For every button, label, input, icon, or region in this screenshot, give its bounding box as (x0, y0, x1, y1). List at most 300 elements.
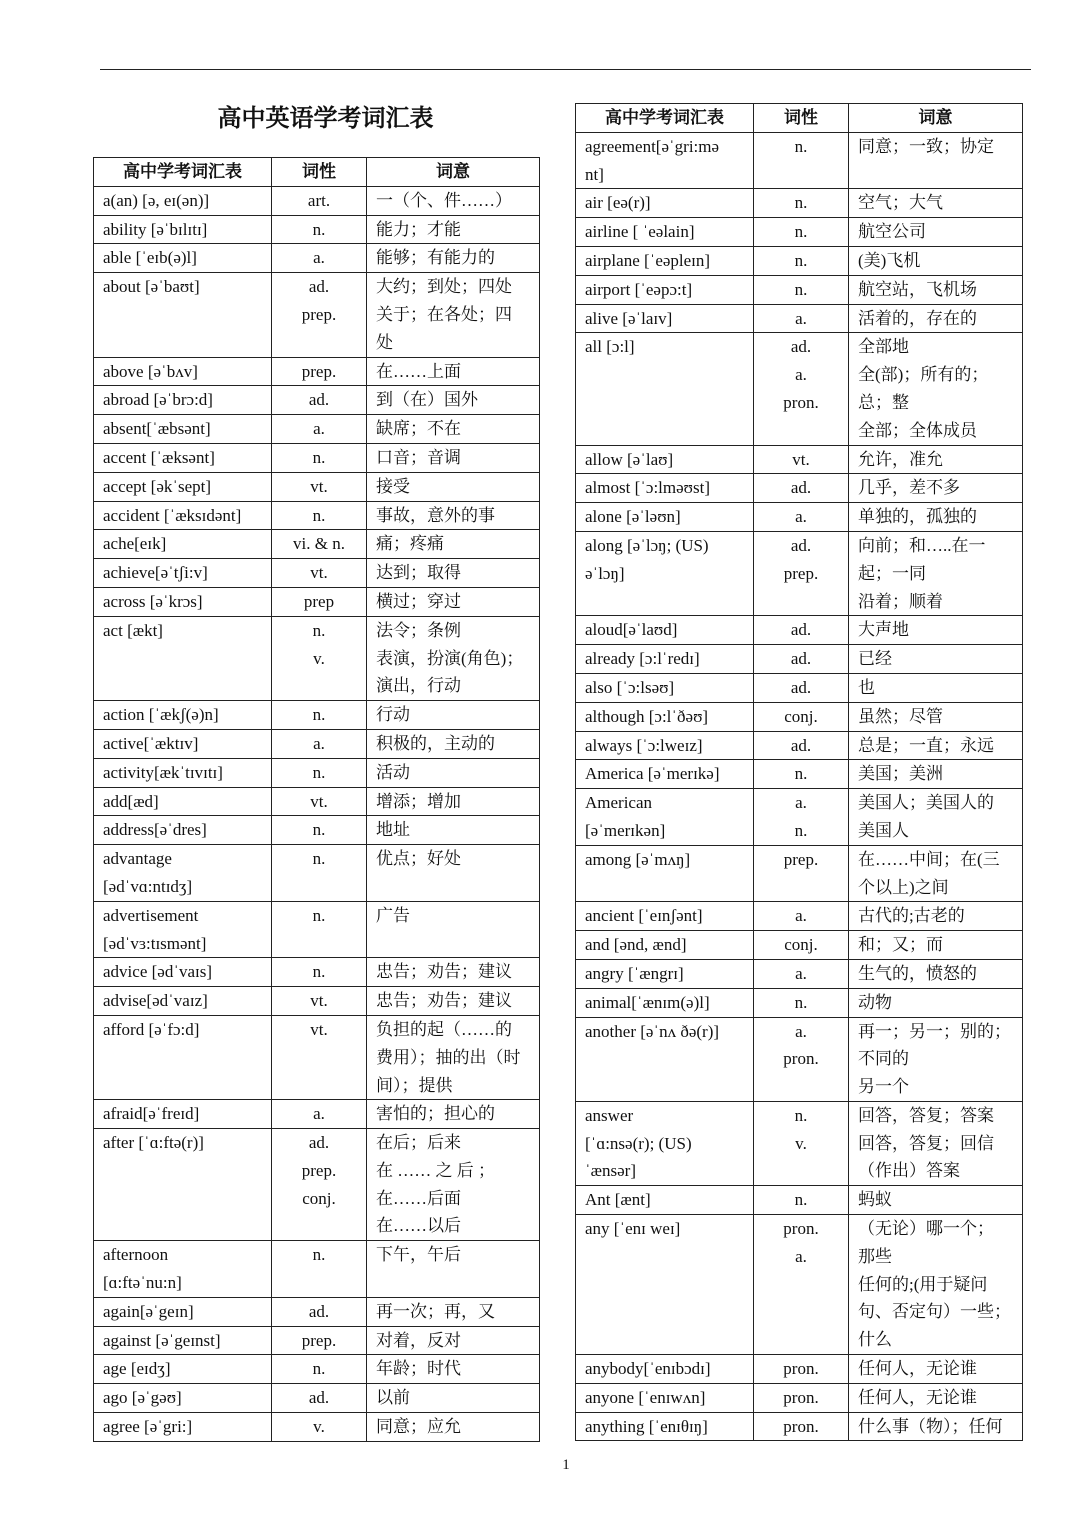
meaning-cell (367, 758, 540, 787)
table-row (576, 760, 1023, 789)
pos-line: vt. (310, 791, 328, 811)
meaning-line: 痛；疼痛 (376, 534, 444, 554)
pos-cell (272, 816, 367, 845)
pos-line: n. (312, 849, 326, 869)
pos-cell (272, 701, 367, 730)
table-row (94, 273, 540, 357)
meaning-line: 忠告；劝告；建议 (376, 962, 512, 982)
table-row (576, 189, 1023, 218)
word-cell (576, 474, 754, 503)
pos-line: vt. (310, 476, 328, 496)
pos-cell (272, 787, 367, 816)
meaning-line: 几乎，差不多 (858, 478, 960, 498)
pos-line: ad. (790, 337, 812, 357)
pos-cell (754, 1355, 849, 1384)
pos-cell (754, 789, 849, 846)
pos-line: conj. (302, 1188, 336, 1208)
meaning-line: 到（在）国外 (376, 390, 478, 410)
meaning-line: 口音；音调 (376, 447, 461, 467)
word-line: ancient [ˈeɪnʃənt] (585, 906, 703, 926)
table-row (94, 472, 540, 501)
table-row (576, 1101, 1023, 1185)
meaning-line: （作出）答案 (858, 1161, 960, 1181)
meaning-cell (849, 503, 1023, 532)
table-row (576, 845, 1023, 902)
meaning-line: 害怕的；担心的 (376, 1104, 495, 1124)
word-line: alone [əˈləʊn] (585, 507, 681, 527)
pos-cell (754, 988, 849, 1017)
pos-line: ad. (308, 390, 330, 410)
word-cell (576, 1383, 754, 1412)
word-line: all [ɔ:l] (585, 337, 635, 357)
pos-cell (754, 760, 849, 789)
pos-cell (754, 1383, 849, 1412)
pos-line: ad. (790, 735, 812, 755)
meaning-line: 虽然；尽管 (858, 706, 943, 726)
pos-line: a. (795, 963, 807, 983)
meaning-cell (367, 415, 540, 444)
meaning-cell (849, 616, 1023, 645)
meaning-line: 大声地 (858, 620, 909, 640)
pos-cell (272, 845, 367, 902)
meaning-cell (367, 1326, 540, 1355)
word-cell (94, 530, 272, 559)
pos-line: ad. (308, 1133, 330, 1153)
meaning-cell (849, 1101, 1023, 1185)
pos-cell (272, 530, 367, 559)
pos-cell (754, 1412, 849, 1441)
meaning-cell (849, 1215, 1023, 1355)
meaning-cell (849, 304, 1023, 333)
pos-line: n. (312, 219, 326, 239)
word-line: about [əˈbaʊt] (103, 277, 200, 297)
word-line: accent [ˈæksənt] (103, 447, 215, 467)
pos-cell (272, 587, 367, 616)
table-row (94, 357, 540, 386)
meaning-cell (367, 787, 540, 816)
pos-line: vt. (310, 1019, 328, 1039)
word-cell (94, 758, 272, 787)
header-word: 高中学考词汇表 (576, 104, 754, 133)
pos-line: n. (312, 620, 326, 640)
pos-line: n. (312, 1359, 326, 1379)
word-cell (94, 1129, 272, 1241)
meaning-line: 以前 (376, 1388, 410, 1408)
pos-line: n. (312, 1245, 326, 1265)
word-cell (576, 218, 754, 247)
meaning-line: 活动 (376, 762, 410, 782)
table-row (94, 530, 540, 559)
meaning-cell (367, 1241, 540, 1298)
table-row (94, 758, 540, 787)
word-cell (576, 1215, 754, 1355)
header-rule (100, 69, 1031, 70)
word-line: already [ɔ:lˈredɪ] (585, 649, 700, 669)
word-line: [ədˈvɜ:tɪsmənt] (103, 933, 207, 953)
table-row (94, 559, 540, 588)
table-row (94, 1326, 540, 1355)
meaning-line: 事故，意外的事 (376, 505, 495, 525)
table-row (576, 616, 1023, 645)
meaning-cell (367, 616, 540, 700)
pos-cell (754, 132, 849, 189)
meaning-line: 能力；才能 (376, 219, 461, 239)
meaning-cell (367, 1129, 540, 1241)
pos-cell (272, 1326, 367, 1355)
meaning-line: 个以上)之间 (858, 877, 949, 897)
pos-line: n. (312, 905, 326, 925)
pos-cell (272, 758, 367, 787)
table-row (576, 789, 1023, 846)
meaning-cell (849, 931, 1023, 960)
word-line: ago [əˈgəʊ] (103, 1388, 182, 1408)
meaning-cell (367, 816, 540, 845)
table-row (94, 729, 540, 758)
word-line: age [eɪdʒ] (103, 1359, 171, 1379)
pos-cell (754, 1215, 849, 1355)
meaning-cell (367, 845, 540, 902)
word-line: across [əˈkrɔs] (103, 591, 203, 611)
pos-cell (272, 1384, 367, 1413)
pos-line: conj. (784, 706, 818, 726)
pos-cell (272, 958, 367, 987)
table-row (576, 474, 1023, 503)
meaning-line: 全部地 (858, 337, 909, 357)
word-cell (94, 1297, 272, 1326)
word-cell (576, 789, 754, 846)
word-cell (576, 1355, 754, 1384)
meaning-line: 对着，反对 (376, 1330, 461, 1350)
pos-line: a. (313, 1104, 325, 1124)
meaning-line: 蚂蚁 (858, 1190, 892, 1210)
word-line: absent[ˈæbsənt] (103, 419, 211, 439)
pos-cell (272, 1241, 367, 1298)
word-line: active[ˈæktɪv] (103, 733, 199, 753)
meaning-cell (367, 1297, 540, 1326)
table-row (576, 902, 1023, 931)
table-row (94, 787, 540, 816)
table-row (576, 959, 1023, 988)
word-line: America [əˈmerɪkə] (585, 764, 720, 784)
meaning-cell (367, 186, 540, 215)
word-cell (94, 559, 272, 588)
pos-line: prep. (301, 361, 337, 381)
pos-line: pron. (783, 1387, 819, 1407)
word-line: agree [əˈgri:] (103, 1417, 193, 1437)
table-row (94, 701, 540, 730)
pos-line: n. (794, 820, 808, 840)
word-cell (94, 587, 272, 616)
word-cell (94, 1015, 272, 1099)
meaning-line: 间）；提供 (376, 1075, 453, 1095)
meaning-line: (美)飞机 (858, 250, 921, 270)
table-row (576, 132, 1023, 189)
word-line: abroad [əˈbrɔ:d] (103, 390, 213, 410)
word-cell (94, 616, 272, 700)
meaning-cell (849, 902, 1023, 931)
table-row (94, 587, 540, 616)
word-cell (94, 987, 272, 1016)
word-line: advice [ədˈvaɪs] (103, 962, 213, 982)
pos-line: ad. (790, 649, 812, 669)
pos-line: n. (794, 222, 808, 242)
pos-cell (272, 244, 367, 273)
meaning-cell (367, 215, 540, 244)
table-row (94, 244, 540, 273)
pos-cell (272, 357, 367, 386)
meaning-cell (849, 1412, 1023, 1441)
meaning-cell (849, 1186, 1023, 1215)
vocab-table-left (93, 157, 540, 1442)
meaning-cell (367, 729, 540, 758)
pos-line: vt. (310, 563, 328, 583)
word-cell (94, 1384, 272, 1413)
word-line: [ədˈvɑ:ntɪdʒ] (103, 876, 193, 896)
pos-cell (754, 845, 849, 902)
pos-line: a. (313, 248, 325, 268)
table-row (94, 1297, 540, 1326)
pos-cell (272, 472, 367, 501)
word-cell (94, 472, 272, 501)
meaning-line: 在……中间；在(三 (858, 849, 1000, 869)
word-line: after [ˈɑ:ftə(r)] (103, 1133, 204, 1153)
meaning-cell (367, 472, 540, 501)
meaning-line: 任何的;(用于疑问 (858, 1274, 988, 1294)
pos-cell (272, 501, 367, 530)
meaning-cell (849, 988, 1023, 1017)
meaning-line: 积极的，主动的 (376, 733, 495, 753)
pos-line: pron. (783, 1359, 819, 1379)
pos-line: prep. (783, 849, 819, 869)
table-row (576, 1186, 1023, 1215)
pos-line: n. (794, 136, 808, 156)
pos-cell (754, 931, 849, 960)
word-cell (576, 931, 754, 960)
meaning-line: 增添；增加 (376, 791, 461, 811)
word-line: afternoon (103, 1245, 169, 1265)
word-line: above [əˈbʌv] (103, 361, 198, 381)
word-cell (94, 1326, 272, 1355)
vocab-table-right (575, 103, 1023, 1441)
word-line: American (585, 793, 653, 813)
meaning-line: 也 (858, 677, 875, 697)
meaning-cell (849, 189, 1023, 218)
pos-line: a. (313, 419, 325, 439)
word-cell (576, 1186, 754, 1215)
pos-line: ad. (308, 1388, 330, 1408)
meaning-cell (849, 445, 1023, 474)
word-cell (94, 816, 272, 845)
table-row (94, 443, 540, 472)
meaning-line: 什么 (858, 1330, 892, 1350)
pos-line: n. (312, 962, 326, 982)
table-row (94, 186, 540, 215)
meaning-line: 什么事（物）；任何 (858, 1416, 1003, 1436)
word-line: [əˈmerɪkən] (585, 820, 666, 840)
word-line: afford [əˈfɔ:d] (103, 1019, 200, 1039)
word-line: [ˈɑ:nsə(r); (US) (585, 1133, 692, 1153)
word-line: act [ækt] (103, 620, 163, 640)
pos-line: prep. (301, 304, 337, 324)
table-row (94, 901, 540, 958)
meaning-cell (849, 474, 1023, 503)
word-cell (94, 1241, 272, 1298)
pos-cell (754, 959, 849, 988)
word-cell (94, 273, 272, 357)
table-row (576, 304, 1023, 333)
table-row (94, 1129, 540, 1241)
pos-line: n. (794, 992, 808, 1012)
pos-line: prep. (301, 1330, 337, 1350)
pos-line: v. (313, 1417, 325, 1437)
meaning-line: 全部；全体成员 (858, 420, 977, 440)
pos-line: ad. (790, 677, 812, 697)
table-row (94, 1015, 540, 1099)
pos-line: a. (795, 1246, 807, 1266)
meaning-cell (849, 959, 1023, 988)
word-line: address[əˈdres] (103, 820, 207, 840)
word-line: also [ˈɔ:lsəʊ] (585, 677, 675, 697)
meaning-cell (367, 901, 540, 958)
header-meaning: 词意 (849, 104, 1023, 133)
header-pos: 词性 (754, 104, 849, 133)
meaning-line: 负担的起（……的 (376, 1019, 512, 1039)
word-line: advantage (103, 849, 172, 869)
word-cell (576, 988, 754, 1017)
table-row (94, 845, 540, 902)
table-row (576, 1215, 1023, 1355)
meaning-line: 已经 (858, 649, 892, 669)
word-cell (576, 1412, 754, 1441)
meaning-line: 年龄；时代 (376, 1359, 461, 1379)
word-cell (576, 189, 754, 218)
meaning-cell (367, 244, 540, 273)
meaning-line: 关于；在各处；四 (376, 304, 512, 324)
pos-cell (754, 1101, 849, 1185)
word-cell (94, 845, 272, 902)
word-line: airport [ˈeəpɔ:t] (585, 279, 693, 299)
table-row (94, 415, 540, 444)
pos-line: ad. (790, 535, 812, 555)
table-row (576, 931, 1023, 960)
pos-line: pron. (783, 392, 819, 412)
pos-line: n. (794, 1190, 808, 1210)
page-number: 1 (562, 1457, 570, 1473)
table-row (576, 218, 1023, 247)
meaning-line: 接受 (376, 476, 410, 496)
table-row (576, 988, 1023, 1017)
meaning-line: 回答，答复；回信 (858, 1133, 994, 1153)
table-row (94, 1241, 540, 1298)
word-line: accident [ˈæksɪdənt] (103, 505, 242, 525)
word-line: anything [ˈenɪθɪŋ] (585, 1416, 708, 1436)
word-line: answer (585, 1105, 634, 1125)
pos-line: a. (795, 1021, 807, 1041)
word-line: airplane [ˈeəpleɪn] (585, 250, 711, 270)
meaning-cell (849, 702, 1023, 731)
meaning-line: 回答，答复；答案 (858, 1105, 994, 1125)
meaning-cell (849, 1383, 1023, 1412)
meaning-cell (849, 1017, 1023, 1101)
meaning-cell (367, 273, 540, 357)
meaning-line: 再一次；再，又 (376, 1301, 495, 1321)
word-cell (576, 246, 754, 275)
word-cell (576, 531, 754, 615)
pos-cell (754, 1017, 849, 1101)
table-header-row (576, 104, 1023, 133)
pos-cell (754, 902, 849, 931)
table-row (576, 731, 1023, 760)
word-cell (576, 616, 754, 645)
meaning-cell (367, 1413, 540, 1442)
word-cell (576, 333, 754, 445)
word-cell (94, 1355, 272, 1384)
meaning-cell (849, 760, 1023, 789)
pos-cell (272, 1413, 367, 1442)
meaning-cell (367, 1355, 540, 1384)
meaning-cell (849, 645, 1023, 674)
meaning-line: 美国；美洲 (858, 764, 943, 784)
word-line: again[əˈgeɪn] (103, 1301, 194, 1321)
page-title: 高中英语学考词汇表 (217, 106, 434, 132)
meaning-cell (367, 587, 540, 616)
pos-cell (272, 729, 367, 758)
pos-line: n. (312, 447, 326, 467)
word-line: add[æd] (103, 791, 159, 811)
word-cell (576, 132, 754, 189)
pos-cell (754, 531, 849, 615)
word-cell (576, 959, 754, 988)
word-cell (94, 357, 272, 386)
table-row (94, 1355, 540, 1384)
pos-line: n. (312, 762, 326, 782)
meaning-line: 法令；条例 (376, 620, 461, 640)
pos-line: n. (312, 705, 326, 725)
pos-cell (272, 901, 367, 958)
word-cell (94, 701, 272, 730)
word-line: agreement[əˈgri:mə (585, 136, 720, 156)
table-header-row (94, 158, 540, 187)
meaning-cell (849, 731, 1023, 760)
table-row (576, 445, 1023, 474)
meaning-line: 沿着；顺着 (858, 591, 943, 611)
pos-cell (272, 186, 367, 215)
word-line: along [əˈlɔŋ; (US) (585, 535, 709, 555)
word-cell (94, 215, 272, 244)
word-line: activity[ækˈtɪvɪtɪ] (103, 762, 223, 782)
meaning-cell (849, 275, 1023, 304)
word-line: almost [ˈɔ:lməʊst] (585, 478, 710, 498)
word-cell (94, 415, 272, 444)
header-word: 高中学考词汇表 (94, 158, 272, 187)
table-row (576, 645, 1023, 674)
pos-cell (754, 702, 849, 731)
pos-line: vi. & n. (293, 534, 345, 554)
word-line: any [ˈenɪ weɪ] (585, 1219, 681, 1239)
word-line: anybody[ˈenɪbɔdɪ] (585, 1359, 711, 1379)
word-line: accept [əkˈsept] (103, 476, 212, 496)
word-line: əˈlɔŋ] (585, 563, 625, 583)
word-line: animal[ˈænɪm(ə)l] (585, 992, 710, 1012)
meaning-line: 表演，扮演(角色)； (376, 648, 524, 668)
word-cell (94, 729, 272, 758)
meaning-cell (367, 501, 540, 530)
table-row (576, 1383, 1023, 1412)
header-pos: 词性 (272, 158, 367, 187)
pos-cell (272, 415, 367, 444)
meaning-line: 同意；一致；协定 (858, 136, 994, 156)
pos-line: vt. (792, 449, 810, 469)
